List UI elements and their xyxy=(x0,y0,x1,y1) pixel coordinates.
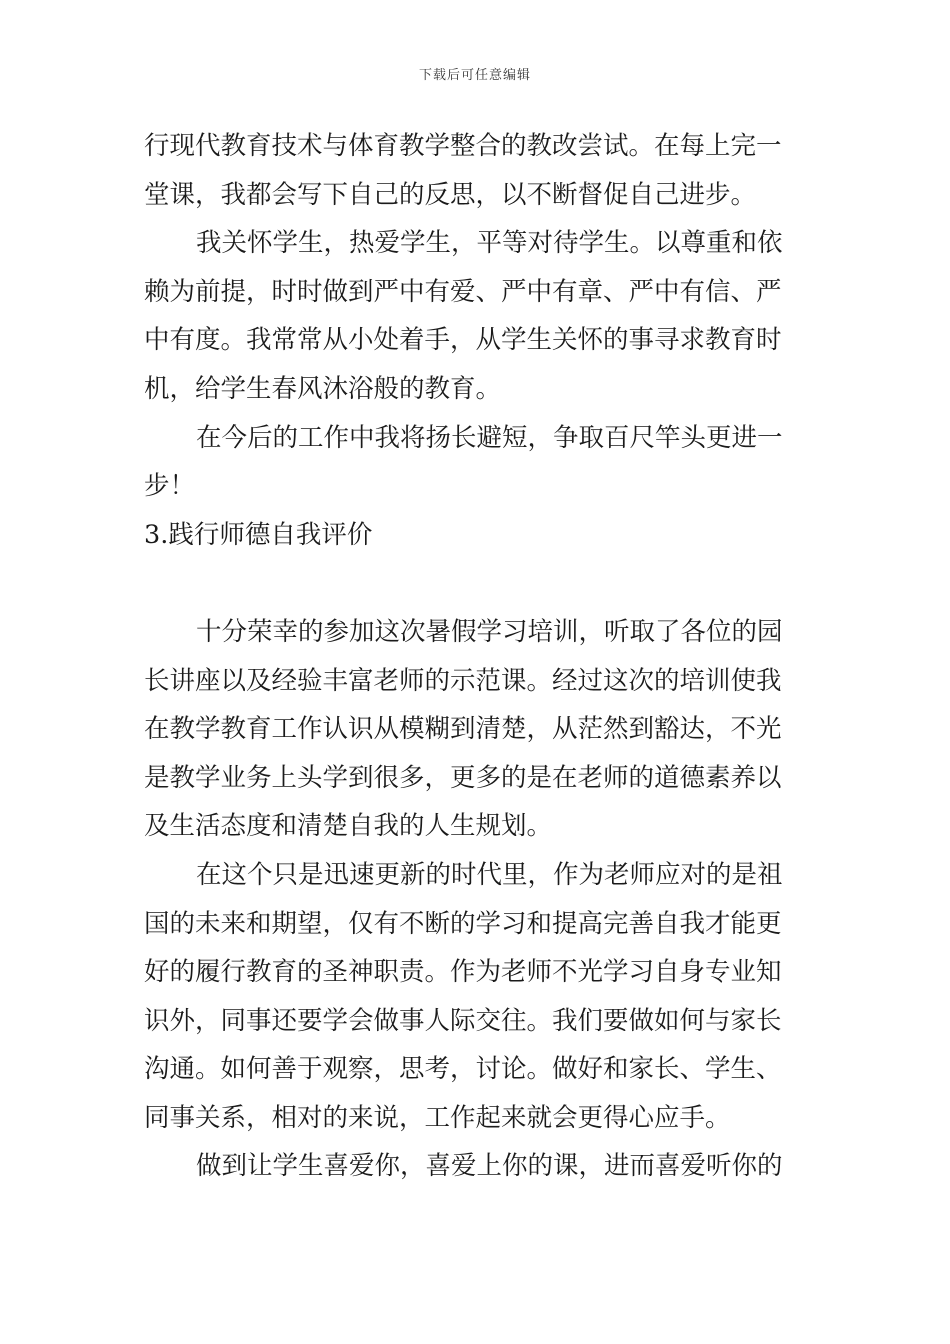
text-line: 十分荣幸的参加这次暑假学习培训，听取了各位的园 xyxy=(196,616,783,647)
text-line: 在今后的工作中我将扬长避短，争取百尺竿头更进一 xyxy=(196,422,783,453)
text-line: 国的未来和期望，仅有不断的学习和提高完善自我才能更 xyxy=(144,908,782,939)
text-line: 同事关系，相对的来说，工作起来就会更得心应手。 xyxy=(144,1102,731,1133)
text-line: 沟通。如何善于观察，思考，讨论。做好和家长、学生、 xyxy=(144,1054,782,1085)
spacer xyxy=(144,559,808,608)
paragraph-students-like xyxy=(144,1142,808,1191)
paragraph-care-students xyxy=(144,219,808,413)
text-line: 在这个只是迅速更新的时代里，作为老师应对的是祖 xyxy=(196,859,783,890)
text-line: 是教学业务上头学到很多，更多的是在老师的道德素养以 xyxy=(144,762,782,793)
text-line: 及生活态度和清楚自我的人生规划。 xyxy=(144,811,553,842)
paragraph-era xyxy=(144,851,808,1143)
paragraph-continuation xyxy=(144,122,808,219)
text-line: 步！ xyxy=(144,471,196,502)
text-line: 赖为前提，时时做到严中有爱、严中有章、严中有信、严 xyxy=(144,276,782,307)
text-line: 好的履行教育的圣神职责。作为老师不光学习自身专业知 xyxy=(144,957,782,988)
text-line: 做到让学生喜爱你，喜爱上你的课，进而喜爱听你的 xyxy=(196,1151,783,1182)
paragraph-future-work xyxy=(144,414,808,511)
text-line: 长讲座以及经验丰富老师的示范课。经过这次的培训使我 xyxy=(144,665,782,696)
text-line: 中有度。我常常从小处着手，从学生关怀的事寻求教育时 xyxy=(144,325,782,356)
text-line: 识外，同事还要学会做事人际交往。我们要做如何与家长 xyxy=(144,1005,782,1036)
page-header: 下载后可任意编辑 xyxy=(418,68,531,83)
document-body xyxy=(144,122,808,1191)
text-line: 堂课，我都会写下自己的反思，以不断督促自己进步。 xyxy=(144,179,757,210)
text-line: 机，给学生春风沐浴般的教育。 xyxy=(144,373,502,404)
section-heading: 3.践行师德自我评价 xyxy=(144,519,373,550)
text-line: 在教学教育工作认识从模糊到清楚，从茫然到豁达，不光 xyxy=(144,714,782,745)
text-line: 行现代教育技术与体育教学整合的教改尝试。在每上完一 xyxy=(144,131,782,161)
paragraph-training xyxy=(144,608,808,851)
text-line: 我关怀学生，热爱学生，平等对待学生。以尊重和依 xyxy=(196,228,783,259)
